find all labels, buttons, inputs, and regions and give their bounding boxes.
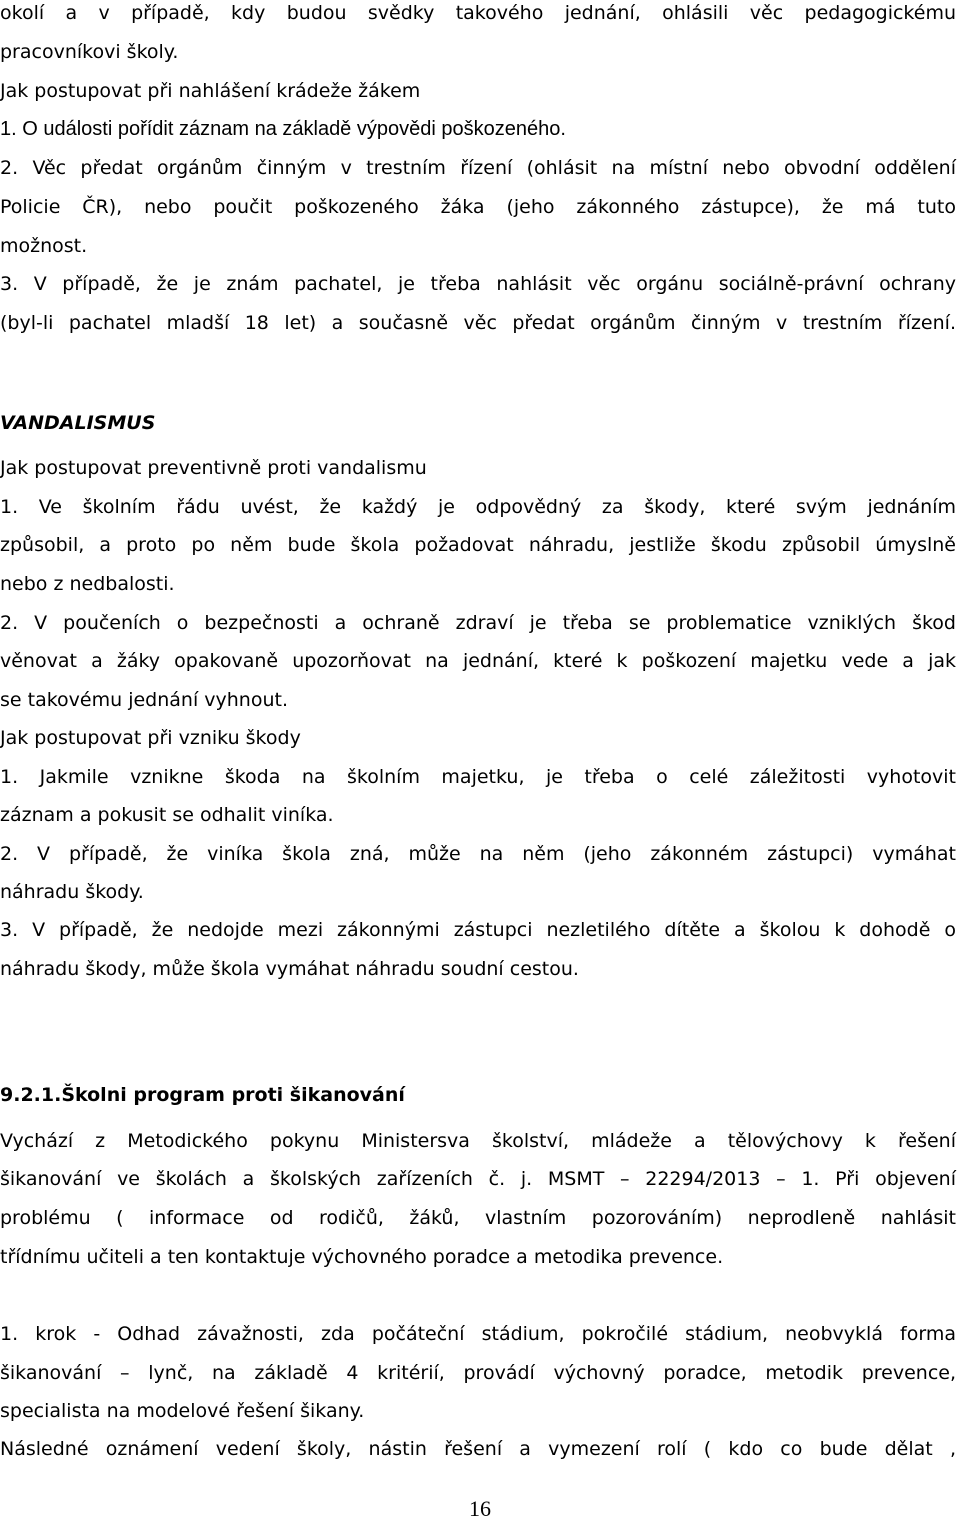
text-line: náhradu škody. [0, 881, 144, 903]
text-line: okolí a v případě, kdy budou svědky takového jednání, ohlásili věc pedagogickému [0, 2, 956, 24]
text-line: 2. V případě, že viníka škola zná, může na něm (jeho zákonném zástupci) vymáhat [0, 843, 956, 865]
text-line: 1. krok - Odhad závažnosti, zda počáteční stádium, pokročilé stádium, neobvyklá forma [0, 1323, 956, 1345]
text-line: pracovníkovi školy. [0, 41, 179, 63]
text-line: šikanování ve školách a školských zařízeních č. j. MSMT – 22294/2013 – 1. Při objevení [0, 1168, 956, 1190]
text-line: 2. V poučeních o bezpečnosti a ochraně zdraví je třeba se problematice vzniklých škod [0, 612, 956, 634]
subheading-prevention: Jak postupovat preventivně proti vandalismu [0, 457, 427, 479]
text-line: šikanování – lynč, na základě 4 kritérií, provádí výchovný poradce, metodik prevence, [0, 1362, 956, 1384]
text-line: možnost. [0, 235, 88, 257]
text-line: náhradu škody, může škola vymáhat náhradu soudní cestou. [0, 958, 579, 980]
text-line: problému ( informace od rodičů, žáků, vlastním pozorováním) neprodleně nahlásit [0, 1207, 956, 1229]
text-line: 1. Jakmile vznikne škoda na školním majetku, je třeba o celé záležitosti vyhotovit [0, 766, 956, 788]
text-line: 3. V případě, že je znám pachatel, je třeba nahlásit věc orgánu sociálně-právní ochrany [0, 273, 956, 295]
text-line: 2. Věc předat orgánům činným v trestním řízení (ohlásit na místní nebo obvodní oddělení [0, 157, 956, 179]
text-line: věnovat a žáky opakovaně upozorňovat na jednání, které k poškození majetku vede a jak [0, 650, 956, 672]
text-line: Policie ČR), nebo poučit poškozeného žáka (jeho zákonného zástupce), že má tuto [0, 196, 956, 218]
text-line: specialista na modelové řešení šikany. [0, 1400, 365, 1422]
section-heading-bullying: 9.2.1.Školni program proti šikanování [0, 1084, 405, 1106]
text-line: 1. Ve školním řádu uvést, že každý je odpovědný za škody, které svým jednáním [0, 496, 956, 518]
text-line: 3. V případě, že nedojde mezi zákonnými zástupci nezletilého dítěte a školou k dohodě o [0, 919, 956, 941]
text-line: způsobil, a proto po něm bude škola požadovat náhradu, jestliže škodu způsobil úmyslně [0, 534, 956, 556]
section-heading-vandalism: VANDALISMUS [0, 412, 156, 434]
text-line: 1. O události pořídit záznam na základě výpovědi poškozeného. [0, 118, 566, 140]
text-line: třídnímu učiteli a ten kontaktuje výchovného poradce a metodika prevence. [0, 1246, 724, 1268]
text-line: nebo z nedbalosti. [0, 573, 175, 595]
text-line: (byl-li pachatel mladší 18 let) a současně věc předat orgánům činným v trestním řízení. [0, 312, 956, 334]
text-line: Následné oznámení vedení školy, nástin řešení a vymezení rolí ( kdo co bude dělat , [0, 1438, 956, 1460]
subheading-theft-reporting: Jak postupovat při nahlášení krádeže žákem [0, 80, 421, 102]
text-line: se takovému jednání vyhnout. [0, 689, 288, 711]
text-line: záznam a pokusit se odhalit viníka. [0, 804, 334, 826]
subheading-damage: Jak postupovat při vzniku škody [0, 727, 301, 749]
page-number: 16 [469, 1496, 491, 1521]
text-line: Vychází z Metodického pokynu Ministersva školství, mládeže a tělovýchovy k řešení [0, 1130, 956, 1152]
